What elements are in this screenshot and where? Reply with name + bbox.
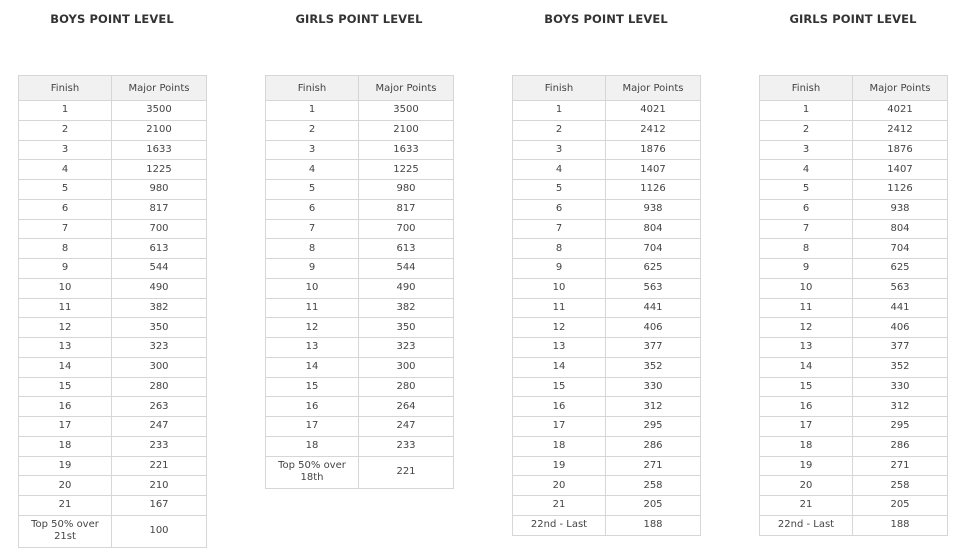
major-points-cell: 271 [606, 456, 701, 476]
finish-cell: 4 [513, 160, 606, 180]
finish-cell: 5 [266, 180, 359, 200]
table-row [513, 160, 701, 180]
major-points-cell: 323 [112, 338, 207, 358]
major-points-cell: 980 [112, 180, 207, 200]
finish-cell: 16 [19, 397, 112, 417]
finish-cell: 1 [266, 101, 359, 121]
major-points-cell: 938 [606, 199, 701, 219]
finish-cell: 19 [513, 456, 606, 476]
major-points-cell: 258 [853, 476, 948, 496]
major-points-cell: 188 [853, 515, 948, 535]
table-row [19, 160, 207, 180]
major-points-cell: 271 [853, 456, 948, 476]
table-row [513, 298, 701, 318]
table-row [19, 496, 207, 516]
finish-cell: 14 [19, 357, 112, 377]
major-points-cell: 441 [606, 298, 701, 318]
table-row [760, 476, 948, 496]
table-row [19, 101, 207, 121]
table-row [760, 199, 948, 219]
table-row [266, 101, 454, 121]
panel-title: GIRLS POINT LEVEL [295, 12, 423, 26]
major-points-cell: 704 [606, 239, 701, 259]
finish-cell: 3 [19, 140, 112, 160]
header-row [513, 76, 701, 101]
table-row [19, 318, 207, 338]
major-points-cell: 2412 [853, 120, 948, 140]
table-row [19, 278, 207, 298]
table-row [513, 476, 701, 496]
table-row [513, 417, 701, 437]
panel-title: BOYS POINT LEVEL [50, 12, 174, 26]
table-row [266, 160, 454, 180]
major-points-cell: 2100 [359, 120, 454, 140]
major-points-cell: 264 [359, 397, 454, 417]
major-points-cell: 352 [853, 357, 948, 377]
finish-cell: 13 [760, 338, 853, 358]
finish-cell: Top 50% over 18th [266, 456, 359, 488]
finish-cell: 20 [19, 476, 112, 496]
finish-cell: 15 [513, 377, 606, 397]
table-row [760, 338, 948, 358]
major-points-cell: 233 [112, 436, 207, 456]
major-points-cell: 490 [112, 278, 207, 298]
table-row [266, 456, 454, 488]
finish-cell: 18 [513, 436, 606, 456]
table-row [266, 377, 454, 397]
table-row [19, 219, 207, 239]
major-points-cell: 167 [112, 496, 207, 516]
table-row [513, 219, 701, 239]
table-row [760, 357, 948, 377]
table-row [266, 278, 454, 298]
table-row [513, 436, 701, 456]
major-points-cell: 563 [853, 278, 948, 298]
table-row [19, 456, 207, 476]
finish-cell: 21 [19, 496, 112, 516]
table-row [760, 298, 948, 318]
finish-cell: 19 [19, 456, 112, 476]
finish-cell: 6 [266, 199, 359, 219]
panel-title: BOYS POINT LEVEL [544, 12, 668, 26]
table-row [760, 180, 948, 200]
finish-cell: 18 [266, 436, 359, 456]
points-table [759, 75, 948, 536]
major-points-cell: 1876 [853, 140, 948, 160]
major-points-cell: 205 [606, 496, 701, 516]
major-points-cell: 188 [606, 515, 701, 535]
finish-cell: 3 [513, 140, 606, 160]
finish-cell: 5 [760, 180, 853, 200]
finish-cell: 8 [513, 239, 606, 259]
finish-cell: 11 [266, 298, 359, 318]
points-table [18, 75, 207, 548]
table-row [760, 259, 948, 279]
table-row [19, 199, 207, 219]
table-row [19, 180, 207, 200]
finish-cell: 5 [513, 180, 606, 200]
table-row [760, 515, 948, 535]
finish-cell: 21 [760, 496, 853, 516]
table-row [19, 259, 207, 279]
major-points-cell: 323 [359, 338, 454, 358]
finish-cell: 12 [266, 318, 359, 338]
table-row [513, 338, 701, 358]
major-points-cell: 247 [359, 417, 454, 437]
finish-cell: 17 [760, 417, 853, 437]
table-row [19, 357, 207, 377]
column-header-major-points: Major Points [359, 76, 454, 101]
table-row [19, 397, 207, 417]
finish-cell: 4 [760, 160, 853, 180]
finish-cell: 1 [513, 101, 606, 121]
finish-cell: 10 [19, 278, 112, 298]
major-points-cell: 247 [112, 417, 207, 437]
finish-cell: 15 [760, 377, 853, 397]
finish-cell: 6 [760, 199, 853, 219]
major-points-cell: 1633 [359, 140, 454, 160]
finish-cell: 2 [513, 120, 606, 140]
finish-cell: 22nd - Last [760, 515, 853, 535]
panel-title: GIRLS POINT LEVEL [789, 12, 917, 26]
points-table [265, 75, 454, 489]
finish-cell: 7 [266, 219, 359, 239]
finish-cell: 10 [760, 278, 853, 298]
major-points-cell: 350 [112, 318, 207, 338]
header-row [760, 76, 948, 101]
finish-cell: 16 [513, 397, 606, 417]
table-row [760, 417, 948, 437]
table-row [19, 140, 207, 160]
table-row [760, 239, 948, 259]
finish-cell: 14 [266, 357, 359, 377]
major-points-cell: 280 [112, 377, 207, 397]
table-row [513, 239, 701, 259]
table-row [760, 436, 948, 456]
finish-cell: 7 [760, 219, 853, 239]
finish-cell: 13 [19, 338, 112, 358]
major-points-cell: 1225 [112, 160, 207, 180]
table-row [266, 140, 454, 160]
major-points-cell: 295 [853, 417, 948, 437]
column-header-major-points: Major Points [606, 76, 701, 101]
finish-cell: 15 [19, 377, 112, 397]
major-points-cell: 1407 [853, 160, 948, 180]
table-row [266, 180, 454, 200]
finish-cell: 12 [760, 318, 853, 338]
table-row [760, 278, 948, 298]
table-row [266, 318, 454, 338]
table-row [513, 397, 701, 417]
major-points-cell: 382 [359, 298, 454, 318]
finish-cell: 14 [760, 357, 853, 377]
major-points-cell: 210 [112, 476, 207, 496]
column-header-major-points: Major Points [853, 76, 948, 101]
table-row [266, 259, 454, 279]
finish-cell: 9 [19, 259, 112, 279]
major-points-cell: 406 [606, 318, 701, 338]
points-table [512, 75, 701, 536]
finish-cell: 13 [513, 338, 606, 358]
table-row [266, 436, 454, 456]
major-points-cell: 563 [606, 278, 701, 298]
table-row [760, 140, 948, 160]
finish-cell: 20 [760, 476, 853, 496]
major-points-cell: 938 [853, 199, 948, 219]
major-points-cell: 704 [853, 239, 948, 259]
table-row [266, 417, 454, 437]
finish-cell: 16 [760, 397, 853, 417]
major-points-cell: 544 [112, 259, 207, 279]
finish-cell: 11 [760, 298, 853, 318]
table-row [760, 160, 948, 180]
table-row [513, 140, 701, 160]
major-points-cell: 406 [853, 318, 948, 338]
finish-cell: 3 [760, 140, 853, 160]
major-points-cell: 441 [853, 298, 948, 318]
finish-cell: 4 [266, 160, 359, 180]
finish-cell: 17 [19, 417, 112, 437]
major-points-cell: 980 [359, 180, 454, 200]
finish-cell: 6 [513, 199, 606, 219]
finish-cell: 14 [513, 357, 606, 377]
finish-cell: 16 [266, 397, 359, 417]
major-points-cell: 625 [606, 259, 701, 279]
finish-cell: 7 [513, 219, 606, 239]
finish-cell: 22nd - Last [513, 515, 606, 535]
finish-cell: Top 50% over 21st [19, 515, 112, 547]
major-points-cell: 3500 [112, 101, 207, 121]
finish-cell: 2 [19, 120, 112, 140]
table-row [760, 120, 948, 140]
finish-cell: 3 [266, 140, 359, 160]
major-points-cell: 221 [112, 456, 207, 476]
table-row [513, 101, 701, 121]
major-points-cell: 300 [112, 357, 207, 377]
major-points-cell: 817 [112, 199, 207, 219]
table-row [513, 456, 701, 476]
major-points-cell: 2100 [112, 120, 207, 140]
major-points-cell: 490 [359, 278, 454, 298]
column-header-finish: Finish [19, 76, 112, 101]
major-points-cell: 382 [112, 298, 207, 318]
finish-cell: 1 [760, 101, 853, 121]
finish-cell: 5 [19, 180, 112, 200]
major-points-cell: 2412 [606, 120, 701, 140]
table-row [19, 120, 207, 140]
table-row [760, 377, 948, 397]
finish-cell: 1 [19, 101, 112, 121]
finish-cell: 18 [760, 436, 853, 456]
major-points-cell: 4021 [853, 101, 948, 121]
finish-cell: 11 [513, 298, 606, 318]
major-points-cell: 263 [112, 397, 207, 417]
finish-cell: 8 [266, 239, 359, 259]
major-points-cell: 280 [359, 377, 454, 397]
finish-cell: 8 [760, 239, 853, 259]
major-points-cell: 330 [853, 377, 948, 397]
header-row [266, 76, 454, 101]
major-points-cell: 700 [112, 219, 207, 239]
major-points-cell: 1126 [853, 180, 948, 200]
finish-cell: 7 [19, 219, 112, 239]
finish-cell: 18 [19, 436, 112, 456]
table-row [760, 496, 948, 516]
finish-cell: 20 [513, 476, 606, 496]
major-points-cell: 233 [359, 436, 454, 456]
major-points-cell: 100 [112, 515, 207, 547]
major-points-cell: 1225 [359, 160, 454, 180]
major-points-cell: 295 [606, 417, 701, 437]
column-header-finish: Finish [760, 76, 853, 101]
finish-cell: 9 [513, 259, 606, 279]
table-row [513, 199, 701, 219]
table-row [513, 377, 701, 397]
table-row [266, 397, 454, 417]
major-points-cell: 3500 [359, 101, 454, 121]
table-row [760, 397, 948, 417]
major-points-cell: 1876 [606, 140, 701, 160]
finish-cell: 13 [266, 338, 359, 358]
major-points-cell: 377 [853, 338, 948, 358]
table-row [760, 456, 948, 476]
major-points-cell: 286 [853, 436, 948, 456]
table-row [266, 239, 454, 259]
finish-cell: 17 [513, 417, 606, 437]
finish-cell: 2 [266, 120, 359, 140]
table-row [513, 120, 701, 140]
major-points-cell: 286 [606, 436, 701, 456]
major-points-cell: 352 [606, 357, 701, 377]
major-points-cell: 613 [359, 239, 454, 259]
major-points-cell: 312 [853, 397, 948, 417]
finish-cell: 11 [19, 298, 112, 318]
table-row [513, 515, 701, 535]
major-points-cell: 817 [359, 199, 454, 219]
major-points-cell: 377 [606, 338, 701, 358]
major-points-cell: 312 [606, 397, 701, 417]
finish-cell: 8 [19, 239, 112, 259]
table-row [513, 318, 701, 338]
table-row [19, 417, 207, 437]
finish-cell: 19 [760, 456, 853, 476]
finish-cell: 10 [266, 278, 359, 298]
header-row [19, 76, 207, 101]
table-row [19, 436, 207, 456]
finish-cell: 9 [266, 259, 359, 279]
column-header-finish: Finish [266, 76, 359, 101]
major-points-cell: 613 [112, 239, 207, 259]
table-row [266, 120, 454, 140]
table-row [19, 239, 207, 259]
major-points-cell: 205 [853, 496, 948, 516]
major-points-cell: 625 [853, 259, 948, 279]
major-points-cell: 350 [359, 318, 454, 338]
table-row [19, 476, 207, 496]
table-row [760, 318, 948, 338]
finish-cell: 6 [19, 199, 112, 219]
finish-cell: 12 [513, 318, 606, 338]
major-points-cell: 1633 [112, 140, 207, 160]
table-row [513, 496, 701, 516]
table-row [513, 278, 701, 298]
table-row [760, 101, 948, 121]
finish-cell: 4 [19, 160, 112, 180]
finish-cell: 21 [513, 496, 606, 516]
major-points-cell: 300 [359, 357, 454, 377]
major-points-cell: 1126 [606, 180, 701, 200]
major-points-cell: 1407 [606, 160, 701, 180]
finish-cell: 15 [266, 377, 359, 397]
table-row [266, 199, 454, 219]
finish-cell: 9 [760, 259, 853, 279]
table-row [19, 377, 207, 397]
major-points-cell: 221 [359, 456, 454, 488]
major-points-cell: 4021 [606, 101, 701, 121]
table-row [266, 357, 454, 377]
column-header-finish: Finish [513, 76, 606, 101]
table-row [19, 338, 207, 358]
finish-cell: 10 [513, 278, 606, 298]
major-points-cell: 330 [606, 377, 701, 397]
major-points-cell: 700 [359, 219, 454, 239]
table-row [266, 219, 454, 239]
table-row [266, 338, 454, 358]
table-row [266, 298, 454, 318]
table-row [513, 357, 701, 377]
column-header-major-points: Major Points [112, 76, 207, 101]
major-points-cell: 804 [606, 219, 701, 239]
finish-cell: 17 [266, 417, 359, 437]
table-row [19, 515, 207, 547]
major-points-cell: 804 [853, 219, 948, 239]
table-row [760, 219, 948, 239]
finish-cell: 12 [19, 318, 112, 338]
table-row [513, 180, 701, 200]
major-points-cell: 258 [606, 476, 701, 496]
finish-cell: 2 [760, 120, 853, 140]
table-row [513, 259, 701, 279]
table-row [19, 298, 207, 318]
major-points-cell: 544 [359, 259, 454, 279]
